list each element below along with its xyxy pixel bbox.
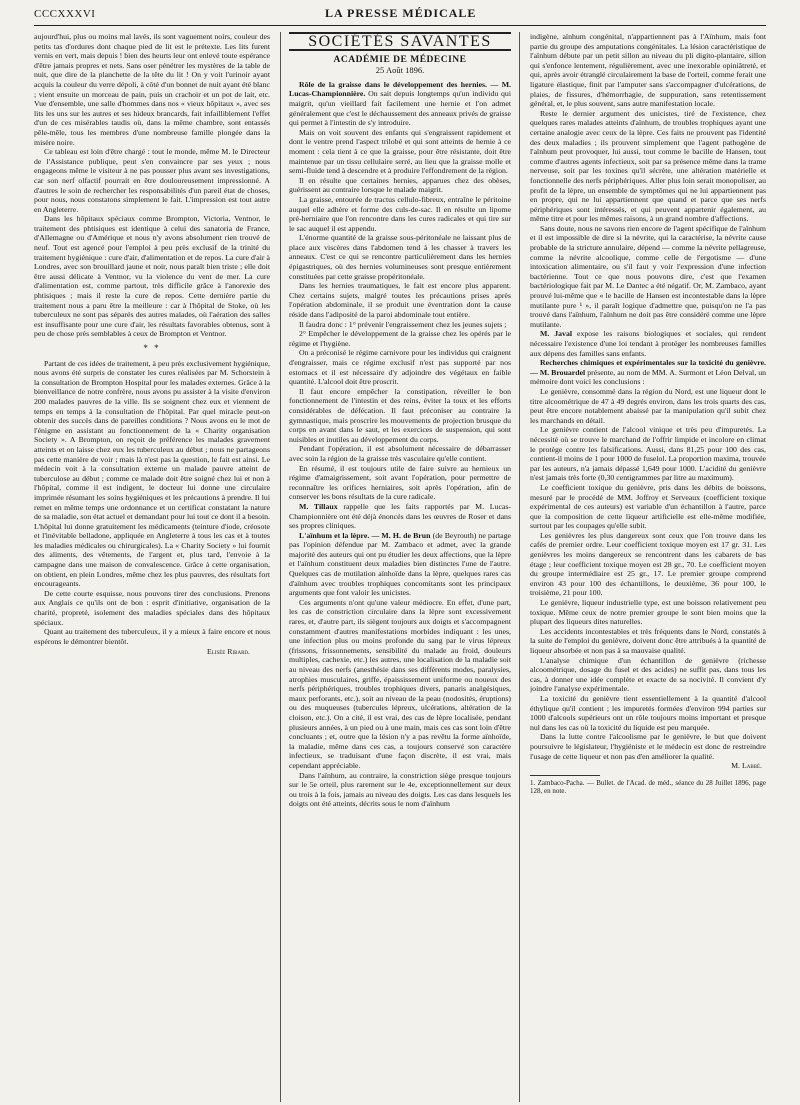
paragraph: L'énorme quantité de la graisse sous-péritonéale ne laissant plus de place aux viscères dans l'abdomen tend à les chasser à travers les anneaux. C'est ce qui se rencontre particulièrement dans les hernies épigastriques, où des hernies volumineuses sont presque entièrement constituées par cette graisse propéritonéale. xyxy=(289,233,511,281)
paragraph: Dans les hernies traumatiques, le fait est encore plus apparent. Chez certains sujets, malgré toutes les précautions prises après l'opération abdominale, il se produit une éventration dont la cause réside dans l'adiposité de la paroi abdominale tout entière. xyxy=(289,281,511,320)
paragraph: Ce tableau est loin d'être chargé : tout le monde, même M. le Directeur de l'Assistance publique, peut s'en convaincre par ses yeux ; nous engageons même le visiteur à ne pas pousser plus avant ses investigations, car son nerf olfactif pourrait en être douloureusement impressionné. A d'autres le soin de rechercher les responsabilités d'un pareil état de choses, pour nous, nous constatons simplement le fait. L'impression est tout autre en Angleterre. xyxy=(34,147,270,214)
paragraph: Les accidents incontestables et très fréquents dans le Nord, constatés à la suite de l'emploi du genièvre, doivent donc être attribués à la quantité de liqueur absorbée et non pas à sa mauvaise qualité. xyxy=(530,626,766,655)
paragraph xyxy=(289,80,511,128)
paragraph xyxy=(530,329,766,358)
paragraph: De cette courte esquisse, nous pouvons tirer des conclusions. Prenons aux Anglais ce qu'ils ont de bon : esprit d'initiative, organisation de la charité, propreté, isolement des maladies spéciales dans des hôpitaux spéciaux. xyxy=(34,588,270,627)
paragraph: Dans l'aïnhum, au contraire, la constriction siège presque toujours sur le 5e orteil, plus rarement sur le 4e, exceptionnellement sur deux ou trois à la fois, jamais au niveau des doigts. Les cas dans lesquels les doigts ont été atteints, décrits sous le nom d'aïnhum xyxy=(289,770,511,809)
paragraph: Le genièvre contient de l'alcool vinique et très peu d'impuretés. La nécessité où se trouve le marchand de l'offrir limpide et incolore en climat le protège contre les falsifications. Aussi, dans 81,25 pour 100 des cas, contient-il moins de 1 pour 1000 de fuselol. La proportion maxima, trouvée par les auteurs, n'a jamais dépassé 1,649 pour 1000. L'acidité du genièvre n'est jamais très forte (0,30 centigrammes par litre au maximum). xyxy=(530,425,766,483)
paragraph-text: expose les raisons biologiques et sociales, qui rendent nécessaire l'existence d'une loi tendant à protéger les nombreuses familles aux dépens des familles sans enfants. xyxy=(530,329,766,358)
paragraph xyxy=(289,502,511,531)
paragraph: Dans les hôpitaux spéciaux comme Brompton, Victoria, Ventnor, le traitement des phtisiques est identique à celui des sanatoria de France, d'Allemagne ou d'Amérique et nous n'y avons absolument rien trouvé de neuf. Tout est agencé pour l'emploi à peu près exclusif de la trinité du traitement hygiénique : cure d'air, d'alimentation et de repos. La cure d'air à Londres, avec son brouillard jaune et noir, nous paraît bien triste ; elle doit être aussi délicate à Ventnor, vu la violence du vent de mer. La cure d'alimentation est, comme partout, très difficile grâce à l'anorexie des phtisiques ; mais il reste la cure de repos. Cette dernière partie du traitement nous a paru être la meilleure : car à l'hôpital de Stoke, où les tuberculeux ne sont pas séparés des autres malades, où l'aération des salles est insuffisante pour une cure d'air, les résultats favorables obtenus, sont à peu de chose près semblables à ceux de Brompton et Ventnor. xyxy=(34,214,270,339)
paragraph: indigène, aïnhum congénital, n'appartiennent pas à l'Aïnhum, mais font partie du groupe des amputations congénitales. La lésion caractéristique de l'aïnhum débute par un petit sillon au niveau du pli digito-plantaire, sillon qui s'enfonce lentement, régulièrement, avec une inexorable opiniâtreté, et qui, après avoir étranglé circulairement la base de l'orteil, comme ferait une ligature élastique, finit par l'amputer sans s'accompagner d'ulcérations, de plaies, de fissures, d'hémorrhagie, de suppuration, sans retentissement général, et, le plus souvent, sans autre manifestation locale. xyxy=(530,32,766,109)
paragraph: La graisse, entourée de tractus cellulo-fibreux, entraîne le péritoine auquel elle adhère et forme des culs-de-sac. Il en résulte un lipome pré-herniaire que l'on rencontre dans les cures radicales et qui tire sur le sac auquel il est appendu. xyxy=(289,194,511,233)
page-number: CCCXXXVI xyxy=(34,8,96,20)
paragraph-text: rappelle que les faits rapportés par M. Lucas-Championnière ont été déjà énoncés dans les œuvres de Roser et dans ses propres cliniques. xyxy=(289,501,512,531)
footnote-divider xyxy=(530,775,600,776)
paragraph: Quant au traitement des tuberculeux, il y a mieux à faire encore et nous espérons le démontrer bientôt. xyxy=(34,627,270,646)
paragraph: Partant de ces idées de traitement, à peu près exclusivement hygiénique, nous avons été surpris de constater les cures réalisées par M. Schorstein à la consultation de Brompton Hospital pour les malades externes. Grâce à la bienveillance de notre confrère, nous avons pu assister à la visite d'environ 200 malades pauvres de la ville. Ils se soignent chez eux et viennent de temps en temps à la consultation de l'hôpital. Par quel miracle peut-on obtenir des succès dans de pareilles conditions ? Nous avons eu le mot de l'énigme en assistant au fonctionnement de la « Charity organisation Society ». A Brompton, on reçoit de préférence les malades gravement atteints et on laisse chez eux les tuberculeux au début ; nous ne partageons pas cette manière de voir ; mais là n'est pas la question, le fait est ainsi. Le médecin voit à la consultation externe un malade pauvre atteint de tuberculose au début ; comme ce malade doit être soigné chez lui et non à l'hôpital, comme il est indigent, le docteur lui donne une circulaire imprimée résumant les soins hygiéniques et les précautions à prendre. Il lui remet en même temps une ordonnance et un certificat constatant la nature de sa maladie, son état actuel et demandant pour lui tout ce dont il a besoin. L'hôpital lui donne gratuitement les médicaments (teinture d'iode, créosote et l'inévitable belladone, appliquée en Angleterre à tous les cas et à toutes les maladies médicales ou chirurgicales). La « Charity Society » lui fournit des aliments, des vêtements, de l'argent et, plus tard, l'envoie à la campagne dans une maison de convalescence. Grâce à cette organisation, on obtient, en plein Londres, même chez les plus pauvres, des résultats fort encourageants. xyxy=(34,358,270,589)
paragraph: Ces arguments n'ont qu'une valeur médiocre. En effet, d'une part, les cas de constriction circulaire dans la lèpre sont excessivement rares, et, d'autre part, ils siègent toujours aux doigts et s'accompagnent constamment d'autres manifestations morbides indiquant : les unes, une infection plus ou moins profonde du sang par le virus lépreux (frissons, frissonnements, sensibilité du malade au froid, douleurs multiples, cachexie, etc.) les autres, une localisation de la maladie soit au niveau des nerfs (anesthésie dans ses différents modes, paralysies, atrophies musculaires, griffe, épaississement uniforme ou noueux des nerfs périphériques, troubles trophiques divers, panaris analgésiques, maux perforants, etc.), soit au niveau de la peau (nodosités, éruptions) ou des muqueuses (tubercules lépreux, ulcérations, altération de la cloison, etc.). On a cité, il est vrai, des cas de lèpre localisée, pendant plusieurs années, à un pied ou à une main, mais ces cas sont loin d'être concluants ; et, outre que la lésion n'y a pas revêtu la forme aïnhoïde, la maladie, même dans ces cas, a toujours conservé son caractère infectieux, se traduisant d'une façon discrète, il est vrai, mais cependant appréciable. xyxy=(289,597,511,770)
paragraph: Mais on voit souvent des enfants qui s'engraissent rapidement et dont le ventre prend l'aspect trilobé et qui sont atteints de hernie à ce moment : cela tient à ce que la graisse, pour être résistante, doit être maintenue par un tissu cellulaire serré, au lieu que la graisse molle et semi-fluide tend à descendre et à produire l'effondrement de la région. xyxy=(289,127,511,176)
paragraph: 2° Empêcher le développement de la graisse chez les opérés par le régime et l'hygiène. xyxy=(289,329,511,348)
paragraph-text: On sait depuis longtemps qu'un individu qui maigrit, qu'un vieillard fait facilement une hernie et l'on admet généralement que c'est le déchaussement des anneaux privés de graisse qui permet à l'intestin de s'y introduire. xyxy=(289,89,511,128)
paragraph: Il en résulte que certaines hernies, apparues chez des obèses, guérissent au contraire lorsque le malade maigrit. xyxy=(289,175,511,195)
running-header xyxy=(34,6,766,26)
paragraph: En résumé, il est toujours utile de faire suivre au hernieux un régime d'amaigrissement, soit avant l'opération, pour permettre de reconnaître les orifices herniaires, soit après l'opération, afin de conserver les bons résultats de la cure radicale. xyxy=(289,463,511,502)
paragraph: L'analyse chimique d'un échantillon de genièvre (richesse alcoométrique, dosage du fusel et des acides) ne suffit pas, dans tous les cas, à donner une idée complète et exacte de sa nocivité. Il convient d'y joindre l'analyse expérimentale. xyxy=(530,655,766,694)
paragraph-lead: Rôle de la graisse dans le développement des hernies. — M. Lucas-Championnière. xyxy=(289,79,511,99)
paragraph: Dans la lutte contre l'alcoolisme par le genièvre, le but que doivent poursuivre le législateur, l'hygiéniste et le médecin est donc de restreindre l'usage de cette liqueur et non pas d'en améliorer la qualité. xyxy=(530,732,766,761)
paragraph-lead: L'aïnhum et la lèpre. — M. H. de Brun xyxy=(299,530,431,540)
paragraph-lead: M. Javal xyxy=(540,329,573,339)
paragraph-lead: M. Tillaux xyxy=(299,501,338,511)
footnote: 1. Zambaco-Pacha. — Bullet. de l'Acad. de méd., séance du 28 Juillet 1896, page 128, en note. xyxy=(530,778,766,796)
journal-title: LA PRESSE MÉDICALE xyxy=(325,6,477,20)
paragraph: Le coefficient toxique du genièvre, pris dans les débits de boissons, mesuré par le procédé de MM. Joffroy et Serveaux (coefficient toxique expérimental de ces auteurs) est variable d'un échantillon à l'autre, parce que la composition de cette liqueur artificielle est elle-même modifiée, surtout par les coupages qu'elle subit. xyxy=(530,482,766,531)
paragraph-text: présente, au nom de MM. A. Surmont et Léon Delval, un mémoire dont voici les conclusions : xyxy=(530,367,766,387)
section-title: SOCIÉTÉS SAVANTES xyxy=(308,33,492,50)
academy-heading: ACADÉMIE DE MÉDECINE xyxy=(333,54,467,65)
paragraph: Sans doute, nous ne savons rien encore de l'agent spécifique de l'aïnhum et il est impossible de dire si la névrite, qui la caractérise, la névrite cause probable de la stricture annulaire, dépend — comme la névrite pellagreuse, comme la névrite alcoolique, comme celle de l'ergotisme — d'une intoxication alimentaire, ou s'il faut y voir l'expression d'une infection bactérienne. Tout ce que nous pouvons dire, c'est que l'examen bactériologique fait par M. Le Dantec a été négatif. Or, M. Zambaco, ayant prouvé lui-même que « le bacille de Hansen est incontestable dans la lèpre mutilante pure ¹ », il paraît logique d'admettre que, puisqu'on ne l'a pas trouvé dans l'aïnhum, l'aïnhum ne doit pas être considéré comme une lèpre mutilante. xyxy=(530,223,766,329)
paragraph: Il faudra donc : 1° prévenir l'engraissement chez les jeunes sujets ; xyxy=(299,319,507,329)
paragraph: Les genièvres les plus dangereux sont ceux que l'on trouve dans les cafés de premier ordre. Leur coefficient toxique moyen est 17 gr. 31. Les genièvres les moins dangereux se rencontrent dans les cabarets de bas étage ; leur coefficient toxique moyen est 28 gr., 70. Le coefficient moyen du groupe intermédiaire est 25 gr., 17. Le premier groupe comprend environ 43 pour 100 des échantillons, le deuxième, 36 pour 100, le troisième, 21 pour 100. xyxy=(530,530,766,598)
paragraph: La toxicité du genièvre tient essentiellement à la quantité d'alcool éthylique qu'il contient ; les impuretés formées d'environ 994 parties sur 1000 d'alcools supérieurs ont un rôle toujours moins important et presque nul dans les cas où la toxicité du liquide est peu marquée. xyxy=(530,693,766,732)
section-separator-stars: * * xyxy=(143,343,161,353)
paragraph: Il faut encore empêcher la constipation, réveiller le bon fonctionnement de l'intestin et des reins, éviter la toux et les efforts considérables de défécation. Il faut préconiser au contraire la gymnastique, mais proscrire les mouvements de projection brusque du corps en avant dans le saut, et les exercices de suspension, qui sont nuisibles et inutiles au développement du corps. xyxy=(289,386,511,444)
paragraph: Le genièvre, liqueur industrielle type, est une boisson relativement peu toxique. Même ceux de notre premier groupe le sont bien moins que la plupart des liqueurs dites naturelles. xyxy=(530,598,766,627)
column-right xyxy=(530,32,766,1102)
paragraph: Pendant l'opération, il est absolument nécessaire de débarrasser avec soin la région de la graisse très vasculaire qu'elle contient. xyxy=(289,444,511,463)
paragraph xyxy=(530,358,766,387)
section-heading-box xyxy=(289,32,511,51)
paragraph-text: (de Beyrouth) ne partage pas l'opinion défendue par M. Zambaco et admet, avec la grande majorité des auteurs qui ont pu étudier les deux affections, que la lèpre et l'aïnhum constituent deux maladies bien distinctes l'une de l'autre. Quelques cas de mutilation aïnhoïde dans la lèpre, quelques rares cas d'aïnhum avec troubles trophiques concomitants sont les principaux arguments que font valoir les unicistes. xyxy=(289,530,512,598)
paragraph xyxy=(289,531,511,598)
column-left xyxy=(34,32,270,1102)
paragraph: Le genièvre, consommé dans la région du Nord, est une liqueur dont le titre alcoométrique de 47 à 49 degrés environ, dans les trois quarts des cas, peut être encore notablement abaissé par la manipulation qu'il subit chez les marchands en détail. xyxy=(530,386,766,425)
reporter-signature: M. Labbé. xyxy=(731,761,762,771)
paragraph: Reste le dernier argument des unicistes, tiré de l'existence, chez quelques rares malades atteints d'aïnhum, de troubles trophiques ayant une certaine analogie avec ceux de la lèpre. Ces faits ne prouvent pas l'identité des deux maladies ; ils prouvent simplement que l'agent pathogène de l'aïnhum peut provoquer, lui aussi, tout comme le bacille de Hansen, tout comme d'autres agents infectieux, soit par sa présence même dans la trame nerveuse, soit par les toxines qu'il sécrète, une altération matérielle et fonctionnelle des nerfs périphériques. Aller plus loin serait monopoliser, au profit de la lèpre, un ensemble de symptômes qui ne lui appartiennent pas en propre, qui ne lui appartiennent que quand et parce que ses nerfs périphériques sont intéressés, et qui peuvent appartenir également, au même titre et pour les mêmes raisons, à un grand nombre d'affections. xyxy=(530,108,766,224)
column-middle xyxy=(280,32,520,1102)
paragraph: aujourd'hui, plus ou moins mal lavés, ils sont vaguement noirs, couleur des petits tas d'ordures dont chaque pied de lit est le prétexte. Les lits furent vernis en vert, mais depuis ! bien des heurts leur ont enlevé toute espérance d'être jamais propres et nets. Sans oser pénétrer les mystères de la table de nuit, que dire de la planchette de la tête du lit ! On y voit l'urinoir ayant acquis la couleur du verre dépoli, à côté d'un bonnet de nuit ayant été blanc ; vient ensuite un morceau de pain, puis un crachoir et un pot de lait, etc. Vue d'ensemble, une salle d'hommes dans nos « vieux hôpitaux », avec ses lits les uns sur les autres et ses hideux brancards, fait infailliblement l'effet d'un de ces misérables taudis où, dans la même chambre, sont entassés pêle-mêle, tous les membres d'une nombreuse famille plongée dans la misère noire. xyxy=(34,32,270,147)
session-date: 25 Août 1896. xyxy=(375,65,425,76)
paragraph-lead: Recherches chimiques et expérimentales sur la toxicité du genièvre. — M. Brouardel xyxy=(530,358,766,377)
paragraph: On a préconisé le régime carnivore pour les individus qui craignent d'engraisser, mais ce régime exclusif n'est pas supporté par nos estomacs et il est nécessaire d'y adjoindre des végétaux en faible quantité. L'alcool doit être proscrit. xyxy=(289,348,511,387)
author-signature: Elisée Ribard. xyxy=(206,647,250,657)
